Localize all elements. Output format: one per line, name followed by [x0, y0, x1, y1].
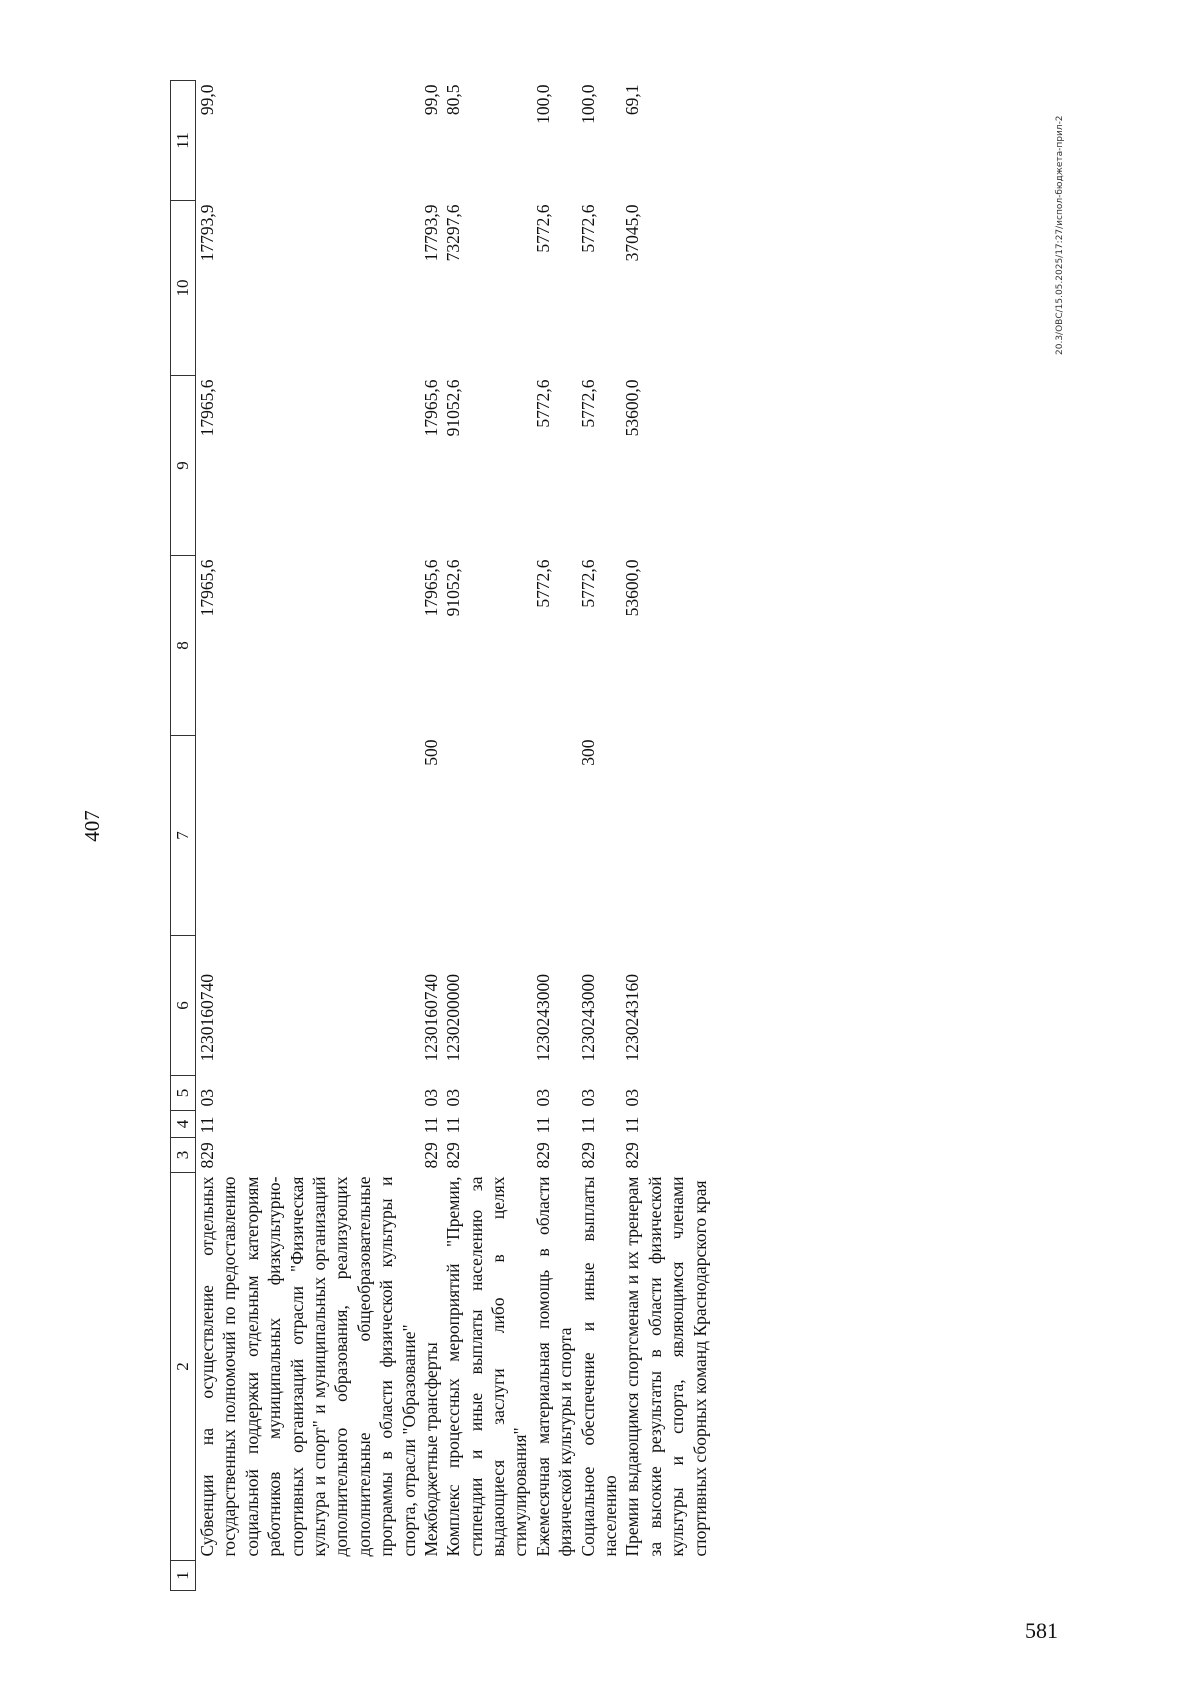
column-header: 9 [171, 376, 196, 556]
budget-table [170, 80, 711, 1591]
cell-col8: 53600,0 [622, 559, 643, 617]
rotated-page-content [80, 61, 1030, 1591]
cell-col11: 69,1 [622, 84, 643, 116]
table-row [196, 81, 420, 1591]
row-name: Межбюджетные трансферты [420, 1342, 441, 1557]
cell-expense-type [442, 736, 532, 936]
column-header: 11 [171, 81, 196, 201]
cell-col8: 17965,6 [197, 559, 217, 617]
cell-section: 11 [443, 1116, 464, 1134]
cell-subsection: 03 [443, 1089, 464, 1107]
cell-target-article: 1230243160 [622, 974, 643, 1062]
column-header: 10 [171, 201, 196, 376]
column-header: 3 [171, 1138, 196, 1173]
row-name: Социальное обеспечение и иные выплаты населению [577, 1176, 621, 1557]
cell-section: 11 [420, 1116, 441, 1134]
column-header: 8 [171, 556, 196, 736]
cell-col11: 100,0 [577, 84, 598, 124]
cell-subsection: 03 [197, 1089, 217, 1107]
cell-expense-type: 500 [420, 739, 441, 766]
inner-page-number: 407 [80, 810, 104, 842]
table-row [621, 81, 711, 1591]
cell-target-article: 1230243000 [532, 974, 553, 1062]
table-row [442, 81, 532, 1591]
column-header: 6 [171, 936, 196, 1076]
cell-admin-code: 829 [532, 1142, 553, 1169]
cell-col9: 5772,6 [577, 379, 598, 428]
cell-col8: 17965,6 [420, 559, 441, 617]
column-header: 1 [171, 1561, 196, 1591]
cell-col9: 17965,6 [420, 379, 441, 437]
cell-expense-type [621, 736, 711, 936]
cell-subsection: 03 [622, 1089, 643, 1107]
cell-section: 11 [197, 1116, 217, 1134]
row-name: Премии выдающимся спортсменам и их тренерам за высокие результаты в области физической культуры и спорта, являющимся членами спортивных сборных команд Краснодарского края [622, 1176, 710, 1557]
table-row [532, 81, 577, 1591]
cell-expense-type: 300 [577, 739, 598, 766]
cell-col9: 17965,6 [197, 379, 217, 437]
row-name: Субвенции на осуществление отдельных государственных полномочий по предоставлению социальной поддержки отдельным категориям работников муниципальных физкультурно-спортивных организаций отрасли "Физическая культура и спорт" и муниципальных организаций дополнительного образования, реализующих дополнительные общеобразовательные программы в области физической культуры и спорта, отрасли "Образование" [197, 1176, 419, 1557]
cell-col11: 99,0 [420, 84, 441, 116]
cell-section: 11 [532, 1116, 553, 1134]
table-row [577, 81, 622, 1591]
column-header: 5 [171, 1076, 196, 1111]
cell-col9: 53600,0 [622, 379, 643, 437]
cell-target-article: 1230200000 [443, 974, 464, 1062]
cell-target-article: 1230160740 [420, 974, 441, 1062]
column-header: 4 [171, 1111, 196, 1138]
column-header: 7 [171, 736, 196, 936]
cell-col10: 5772,6 [532, 204, 553, 253]
cell-col10: 73297,6 [443, 204, 464, 262]
cell-col11: 100,0 [532, 84, 553, 124]
cell-col9: 5772,6 [532, 379, 553, 428]
column-header: 2 [171, 1173, 196, 1561]
cell-col9: 91052,6 [443, 379, 464, 437]
cell-admin-code: 829 [622, 1142, 643, 1169]
cell-section: 11 [622, 1116, 643, 1134]
table-row [420, 81, 442, 1591]
cell-col10: 37045,0 [622, 204, 643, 262]
cell-col10: 17793,9 [420, 204, 441, 262]
page-number: 581 [1025, 1618, 1058, 1643]
cell-col10: 17793,9 [197, 204, 217, 262]
cell-subsection: 03 [532, 1089, 553, 1107]
cell-col8: 5772,6 [532, 559, 553, 608]
cell-admin-code: 829 [443, 1142, 464, 1169]
cell-target-article: 1230243000 [577, 974, 598, 1062]
cell-admin-code: 829 [577, 1142, 598, 1169]
cell-expense-type [532, 736, 577, 936]
row-name: Ежемесячная материальная помощь в области физической культуры и спорта [532, 1176, 576, 1557]
cell-subsection: 03 [577, 1089, 598, 1107]
cell-col8: 5772,6 [577, 559, 598, 608]
table-header [171, 81, 196, 1591]
footer-document-code: 20.3/ОВС/15.05.2025/17:27/испол-бюджета-прил-2 [1055, 115, 1065, 355]
cell-admin-code: 829 [197, 1142, 217, 1169]
cell-section: 11 [577, 1116, 598, 1134]
cell-admin-code: 829 [420, 1142, 441, 1169]
row-name: Комплекс процессных мероприятий "Премии, стипендии и иные выплаты населению за выдающиеся заслуги либо в целях стимулирования" [443, 1176, 531, 1557]
cell-target-article: 1230160740 [197, 974, 217, 1062]
cell-col8: 91052,6 [443, 559, 464, 617]
cell-col11: 80,5 [443, 84, 464, 116]
cell-expense-type [196, 736, 420, 936]
cell-col11: 99,0 [197, 84, 217, 116]
cell-subsection: 03 [420, 1089, 441, 1107]
cell-col10: 5772,6 [577, 204, 598, 253]
